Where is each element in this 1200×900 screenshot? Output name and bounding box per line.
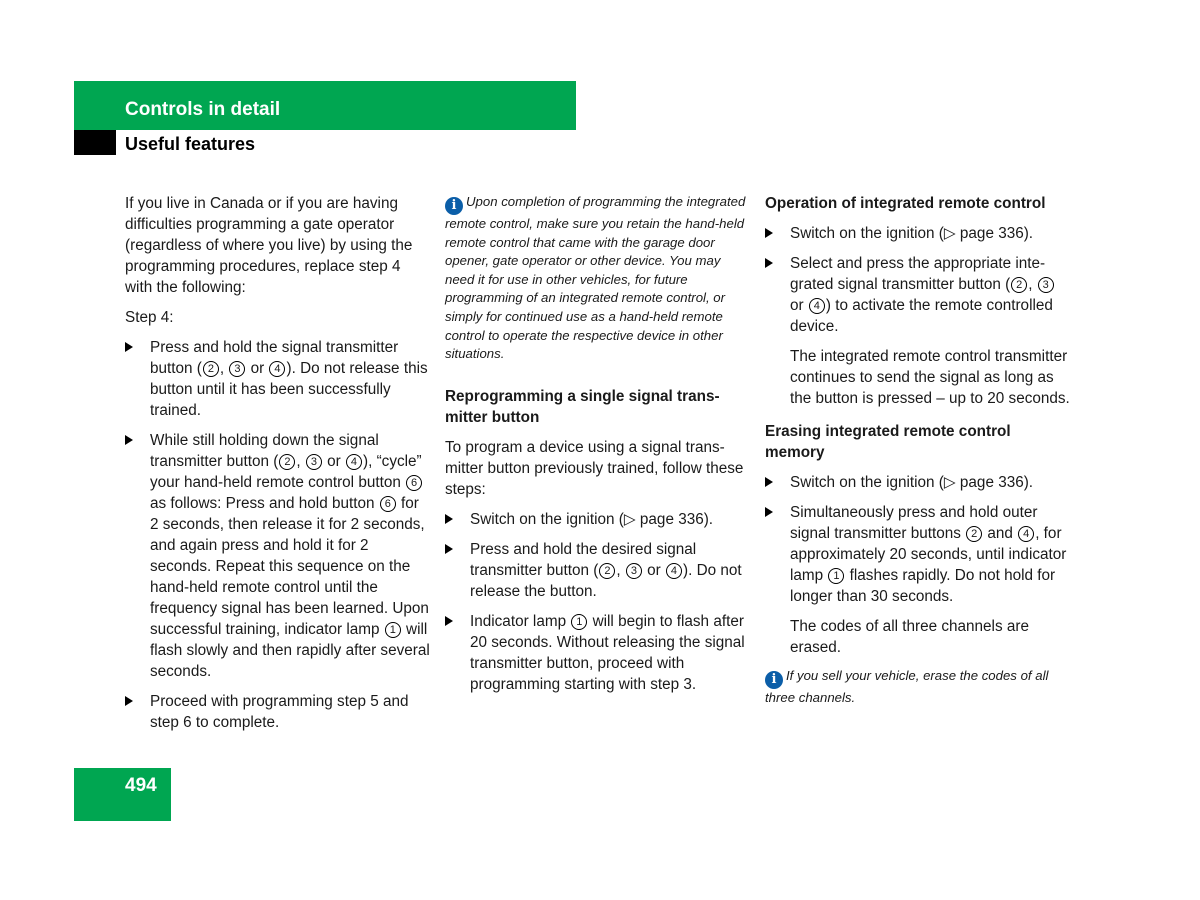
button-6-symbol: 6 — [406, 475, 422, 491]
button-6-symbol: 6 — [380, 496, 396, 512]
triangle-bullet-icon — [445, 514, 453, 524]
info-note: i If you sell your vehicle, erase the codes of all three channels. — [765, 668, 1049, 705]
section-heading: Operation of integrated remote control — [765, 195, 1046, 212]
list-item: Switch on the ignition (▷ page 336). — [765, 472, 1070, 493]
list-item: Simultaneously press and hold outer signal transmitter buttons 2 and 4 , for approximately 20 seconds, until indicator lamp 1 flashes rapidly. Do not hold for longer than 30 seconds. — [765, 502, 1070, 607]
list-item: Switch on the ignition (▷ page 336). — [765, 223, 1070, 244]
column-2 — [445, 193, 750, 704]
column-3 — [765, 193, 1070, 717]
button-4-symbol: 4 — [346, 454, 362, 470]
lamp-1-symbol: 1 — [385, 622, 401, 638]
button-2-symbol: 2 — [1011, 277, 1027, 293]
button-3-symbol: 3 — [626, 563, 642, 579]
triangle-bullet-icon — [125, 696, 133, 706]
list-item: Switch on the ignition (▷ page 336). — [445, 509, 750, 530]
list-item: Indicator lamp 1 will begin to flash after 20 seconds. Without releasing the signal transmitter button, proceed with programming starting with step 3. — [445, 611, 750, 695]
button-4-symbol: 4 — [666, 563, 682, 579]
triangle-bullet-icon — [125, 435, 133, 445]
body-paragraph: The codes of all three channels are erased. — [790, 618, 1029, 656]
triangle-bullet-icon — [445, 616, 453, 626]
button-4-symbol: 4 — [1018, 526, 1034, 542]
page-subtitle: Useful features — [125, 134, 256, 154]
button-2-symbol: 2 — [203, 361, 219, 377]
button-2-symbol: 2 — [599, 563, 615, 579]
button-3-symbol: 3 — [306, 454, 322, 470]
column-1 — [125, 193, 430, 742]
intro-paragraph: To program a device using a signal transmitter button previously trained, follow these steps: — [445, 438, 744, 498]
info-icon: i — [765, 671, 783, 689]
triangle-bullet-icon — [445, 544, 453, 554]
header-marker — [74, 130, 116, 155]
list-item: Proceed with programming step 5 and step 6 to complete. — [125, 691, 430, 733]
intro-paragraph: If you live in Canada or if you are having difficulties programming a gate operator (regardless of where you live) by using the programming procedures, replace step 4 with the following: — [125, 195, 413, 296]
triangle-bullet-icon — [125, 342, 133, 352]
list-item: While still holding down the signal transmitter button ( 2 , 3 or 4 ), “cycle” your hand-held remote control button 6 as follows: Press and hold button 6 for 2 seconds, then release it for 2 seconds, and again press and hold it for 2 seconds. Repeat this sequence on the hand-held remote control until the frequency signal has been learned. Upon successful training, indicator lamp 1 will flash slowly and then rapidly after several seconds. — [125, 430, 430, 682]
step-label: Step 4: — [125, 309, 174, 326]
list-item: Select and press the appropriate integrated signal transmitter button ( 2 , 3 or 4 ) to activate the remote controlled device. — [765, 253, 1070, 337]
page-number: 494 — [125, 775, 157, 796]
list-item: Press and hold the desired signal transmitter button ( 2 , 3 or 4 ). Do not release the button. — [445, 539, 750, 602]
list-item: Press and hold the signal transmitter button ( 2 , 3 or 4 ). Do not release this button until it has been successfully trained. — [125, 337, 430, 421]
button-2-symbol: 2 — [279, 454, 295, 470]
section-heading: Erasing integrated remote control memory — [765, 423, 1011, 461]
section-heading: Reprogramming a single signal transmitter button — [445, 387, 720, 426]
triangle-bullet-icon — [765, 228, 773, 238]
button-3-symbol: 3 — [1038, 277, 1054, 293]
section-title: Controls in detail — [125, 99, 281, 120]
lamp-1-symbol: 1 — [571, 614, 587, 630]
info-note: i Upon completion of programming the integrated remote control, make sure you retain the hand-held remote control that came with the garage door opener, gate operator or other device. You may need it for use in other vehicles, for future programming of an integrated remote control, or simply for continued use as a hand-held remote control to operate the respective device in other situations. — [445, 194, 746, 362]
triangle-bullet-icon — [765, 258, 773, 268]
button-4-symbol: 4 — [809, 298, 825, 314]
body-paragraph: The integrated remote control transmitter continues to send the signal as long as the button is pressed – up to 20 seconds. — [790, 348, 1070, 407]
lamp-1-symbol: 1 — [828, 568, 844, 584]
button-4-symbol: 4 — [269, 361, 285, 377]
button-2-symbol: 2 — [966, 526, 982, 542]
triangle-bullet-icon — [765, 477, 773, 487]
button-3-symbol: 3 — [229, 361, 245, 377]
info-icon: i — [445, 197, 463, 215]
triangle-bullet-icon — [765, 507, 773, 517]
